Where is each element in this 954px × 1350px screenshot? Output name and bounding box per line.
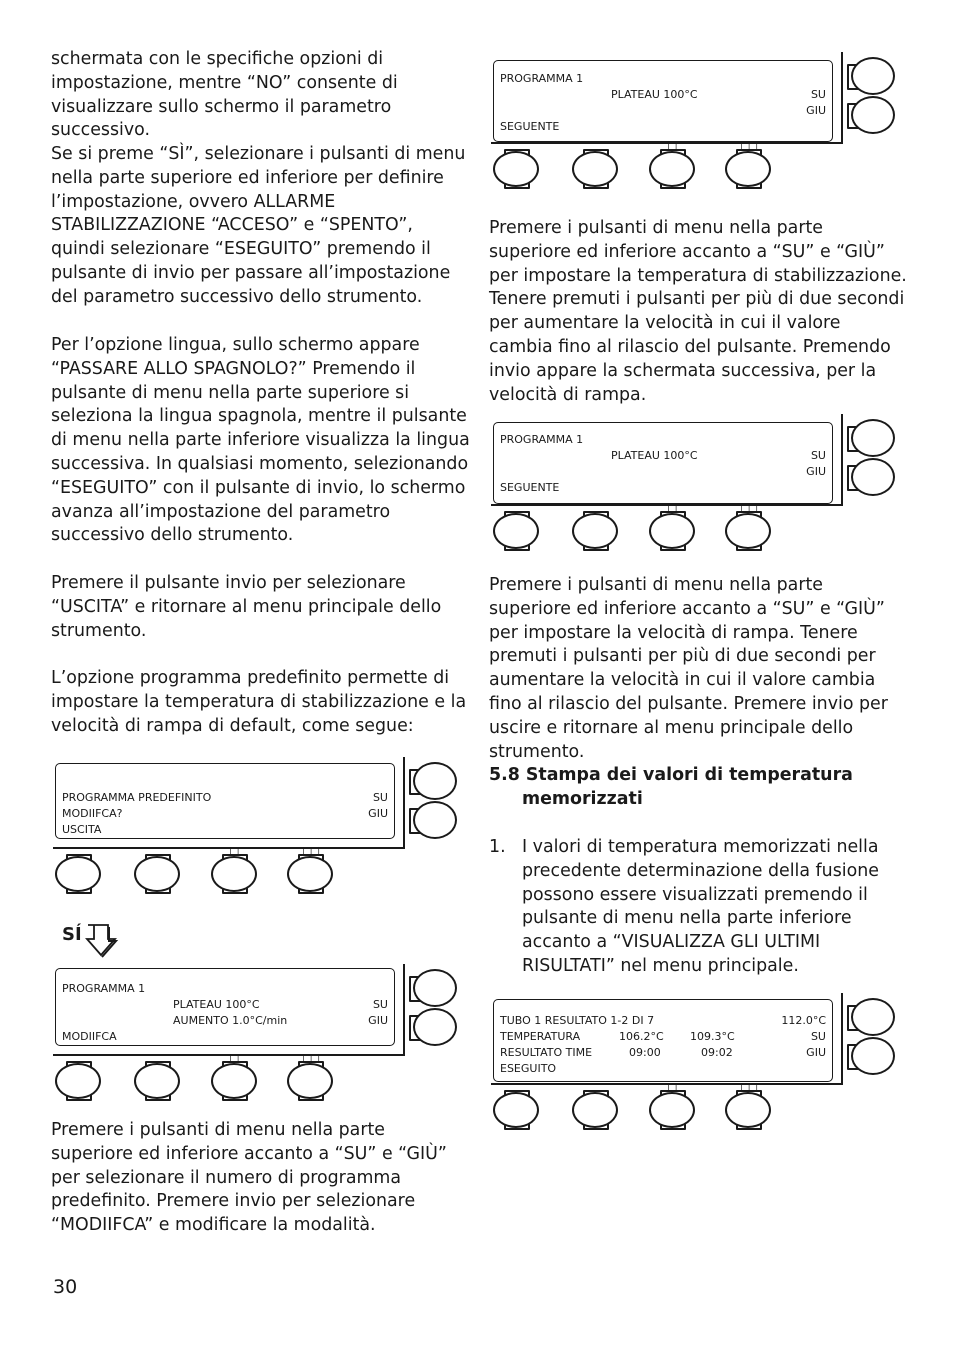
side-button-down[interactable] [847, 1037, 899, 1073]
display-line: AUMENTO 1.0°C/min [173, 1014, 288, 1027]
tick-marks-icon: ❘❘❘ [738, 503, 762, 512]
button-ring [851, 419, 895, 457]
tick-marks-icon: ❘❘ [665, 1082, 681, 1091]
section-heading-cont: memorizzati [522, 789, 643, 809]
softkey-button-2[interactable] [572, 1090, 622, 1130]
section-heading: 5.8 Stampa dei valori di temperatura [489, 765, 853, 785]
button-ring [55, 856, 101, 892]
paragraph: Premere il pulsante invio per selezionare “USCITA” e ritornare al menu principale dello strumento. [51, 573, 442, 641]
button-ring [413, 969, 457, 1007]
giu-label: GIU [806, 104, 826, 117]
display-line: TEMPERATURA [500, 1030, 581, 1043]
side-button-down[interactable] [847, 458, 899, 494]
instrument-panel [53, 757, 465, 922]
button-ring [649, 513, 695, 549]
softkey-button-3[interactable] [649, 503, 699, 551]
button-ring [413, 1008, 457, 1046]
side-button-down[interactable] [847, 96, 899, 132]
display-line: PLATEAU 100°C [611, 88, 698, 101]
display-line: PROGRAMMA 1 [500, 72, 584, 85]
su-label: SU [810, 1030, 826, 1043]
display-value: 09:00 [629, 1046, 661, 1059]
side-button-down[interactable] [409, 1008, 461, 1044]
button-ring [134, 1063, 180, 1099]
display-line: ESEGUITO [500, 1062, 557, 1075]
softkey-button-2[interactable] [572, 511, 622, 551]
paragraph: Premere i pulsanti di menu nella parte superiore ed inferiore accanto a “SU” e “GIÙ” per impostare la temperatura di stabilizzazione. Tenere premuti i pulsanti per più di due secondi per aumentare la velocità in cui il valore cambia fino al rilascio del pulsante. Premendo invio appare la schermata successiva, per la velocità di rampa. [489, 218, 907, 405]
page-number: 30 [53, 1276, 78, 1298]
button-ring [55, 1063, 101, 1099]
button-ring [649, 151, 695, 187]
tick-marks-icon: ❘❘❘ [738, 1082, 762, 1091]
softkey-button-2[interactable] [572, 149, 622, 189]
button-ring [493, 513, 539, 549]
si-label: SÍ [62, 924, 82, 945]
lcd-display [55, 968, 395, 1046]
instrument-panel [491, 52, 903, 217]
side-button-up[interactable] [847, 57, 899, 93]
display-value: 112.0°C [781, 1014, 826, 1027]
paragraph: Premere i pulsanti di menu nella parte superiore ed inferiore accanto a “SU” e “GIÙ” per selezionare il numero di programma predefinito. Premere invio per selezionare “MODIIFCA” e modificare la modalità. [51, 1120, 447, 1236]
list-number: 1. [489, 837, 506, 857]
paragraph: schermata con le specifiche opzioni di impostazione, mentre “NO” consente di visualizzare sullo schermo il parametro successivo. [51, 49, 398, 141]
softkey-button-3[interactable] [649, 1082, 699, 1130]
button-ring [725, 513, 771, 549]
softkey-button-4[interactable] [725, 503, 775, 551]
display-line: SEGUENTE [500, 481, 560, 494]
side-button-up[interactable] [847, 419, 899, 455]
tick-marks-icon: ❘❘ [665, 503, 681, 512]
button-ring [572, 151, 618, 187]
softkey-button-2[interactable] [134, 1061, 184, 1101]
button-ring [413, 762, 457, 800]
list-item: I valori di temperatura memorizzati nella precedente determinazione della fusione possono essere visualizzati premendo il pulsante di menu nella parte inferiore accanto a “VISUALIZZA GLI ULTIMI RISULTATI” nel menu principale. [522, 837, 879, 976]
side-button-up[interactable] [847, 998, 899, 1034]
softkey-button-1[interactable] [55, 1061, 105, 1101]
display-line: RESULTATO TIME [500, 1046, 593, 1059]
button-ring [851, 57, 895, 95]
tick-marks-icon: ❘❘ [227, 1053, 243, 1062]
tick-marks-icon: ❘❘❘ [738, 141, 762, 150]
side-button-down[interactable] [409, 801, 461, 837]
softkey-button-3[interactable] [649, 141, 699, 189]
button-ring [287, 856, 333, 892]
giu-label: GIU [368, 1014, 388, 1027]
display-value: 109.3°C [690, 1030, 735, 1043]
button-ring [649, 1092, 695, 1128]
button-ring [211, 856, 257, 892]
paragraph: Se si preme “SÌ”, selezionare i pulsanti di menu nella parte superiore ed inferiore per definire l’impostazione, ovvero ALLARME STABILIZZAZIONE “ACCESO” e “SPENTO”, quindi selezionare “ESEGUITO” premendo il pulsante di invio per passare all’impostazione del parametro successivo dello strumento. [51, 144, 466, 307]
tick-marks-icon: ❘❘❘ [300, 1053, 324, 1062]
display-line: PROGRAMMA 1 [500, 433, 584, 446]
lcd-display [55, 763, 395, 839]
display-line: MODIIFCA [62, 1030, 117, 1043]
tick-marks-icon: ❘❘ [665, 141, 681, 150]
lcd-display [493, 999, 833, 1082]
paragraph: Per l’opzione lingua, sullo schermo appare “PASSARE ALLO SPAGNOLO?” Premendo il pulsante di menu nella parte superiore si seleziona la lingua spagnola, mentre il pulsante di menu nella parte inferiore visualizza la lingua successiva. In qualsiasi momento, selezionando “ESEGUITO” con il pulsante di invio, lo schermo avanza all’impostazione del parametro successivo dello strumento. [51, 335, 470, 546]
tick-marks-icon: ❘❘ [227, 846, 243, 855]
softkey-button-4[interactable] [287, 846, 337, 894]
giu-label: GIU [806, 1046, 826, 1059]
paragraph: L’opzione programma predefinito permette di impostare la temperatura di stabilizzazione e la velocità di rampa di default, come segue: [51, 668, 467, 736]
button-ring [413, 801, 457, 839]
button-ring [493, 1092, 539, 1128]
button-ring [851, 458, 895, 496]
side-button-up[interactable] [409, 969, 461, 1005]
lcd-display [493, 60, 833, 142]
button-ring [572, 1092, 618, 1128]
lcd-display [493, 422, 833, 504]
instrument-panel [53, 964, 465, 1129]
giu-label: GIU [806, 465, 826, 478]
giu-label: GIU [368, 807, 388, 820]
softkey-button-3[interactable] [211, 1053, 261, 1101]
su-label: SU [372, 998, 388, 1011]
su-label: SU [810, 449, 826, 462]
button-ring [287, 1063, 333, 1099]
button-ring [493, 151, 539, 187]
button-ring [572, 513, 618, 549]
su-label: SU [810, 88, 826, 101]
instrument-panel [491, 993, 903, 1158]
display-line: SEGUENTE [500, 120, 560, 133]
paragraph: Premere i pulsanti di menu nella parte superiore ed inferiore accanto a “SU” e “GIÙ” per impostare la velocità di rampa. Tenere premuti i pulsanti per più di due secondi per aumentare la velocità in cui il valore cambia fino al rilascio del pulsante. Premere invio per uscire e ritornare al menu principale dello strumento. [489, 575, 888, 762]
display-line: PLATEAU 100°C [173, 998, 260, 1011]
button-ring [851, 96, 895, 134]
button-ring [134, 856, 180, 892]
softkey-button-4[interactable] [725, 141, 775, 189]
button-ring [725, 151, 771, 187]
display-line: USCITA [62, 823, 102, 836]
side-button-up[interactable] [409, 762, 461, 798]
tick-marks-icon: ❘❘❘ [300, 846, 324, 855]
softkey-button-1[interactable] [55, 854, 105, 894]
display-value: 09:02 [701, 1046, 733, 1059]
softkey-button-3[interactable] [211, 846, 261, 894]
display-line: MODIIFCA? [62, 807, 123, 820]
arrow-down-icon [84, 921, 120, 959]
softkey-button-4[interactable] [725, 1082, 775, 1130]
softkey-button-2[interactable] [134, 854, 184, 894]
softkey-button-1[interactable] [493, 149, 543, 189]
display-line: PLATEAU 100°C [611, 449, 698, 462]
button-ring [211, 1063, 257, 1099]
button-ring [851, 998, 895, 1036]
softkey-button-1[interactable] [493, 1090, 543, 1130]
button-ring [851, 1037, 895, 1075]
display-value: 106.2°C [619, 1030, 664, 1043]
display-line: PROGRAMMA 1 [62, 982, 146, 995]
button-ring [725, 1092, 771, 1128]
softkey-button-1[interactable] [493, 511, 543, 551]
softkey-button-4[interactable] [287, 1053, 337, 1101]
instrument-panel [491, 414, 903, 579]
display-line: PROGRAMMA PREDEFINITO [62, 791, 212, 804]
su-label: SU [372, 791, 388, 804]
display-line: TUBO 1 RESULTATO 1-2 DI 7 [500, 1014, 655, 1027]
